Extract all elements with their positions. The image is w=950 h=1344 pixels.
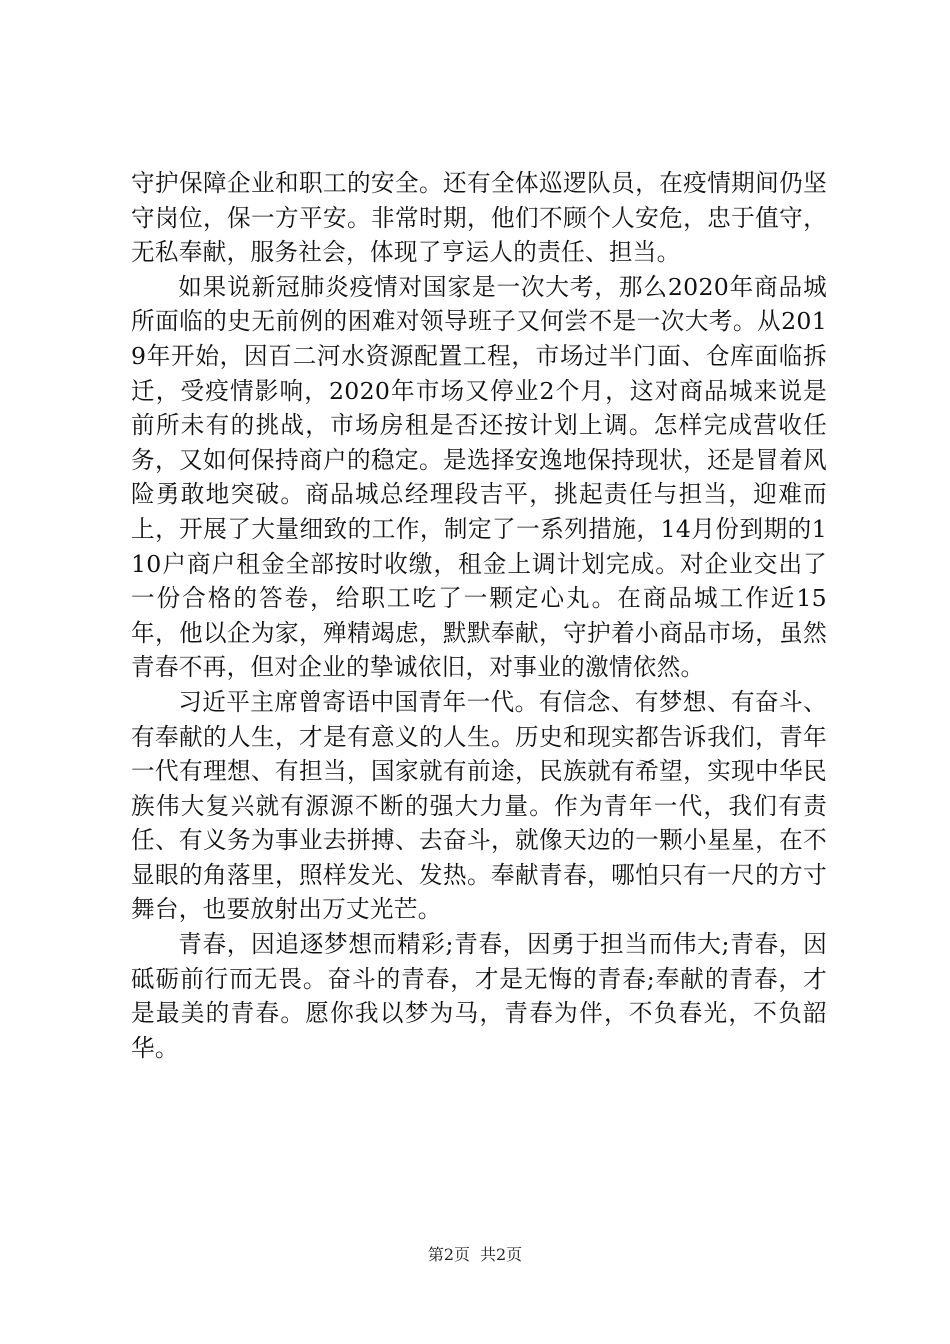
paragraph-closing: 青春，因追逐梦想而精彩;青春，因勇于担当而伟大;青春，因砥砺前行而无畏。奋斗的青春，才是无悔的青春;奉献的青春，才是最美的青春。愿你我以梦为马，青春为伴，不负春光，不负韶华。 — [131, 930, 827, 1062]
page-footer — [0, 1244, 950, 1266]
page-number-current: 第2页 — [427, 1245, 470, 1264]
paragraph-continuation: 守护保障企业和职工的安全。还有全体巡逻队员，在疫情期间仍坚守岗位，保一方平安。非常时期，他们不顾个人安危，忠于值守，无私奉献，服务社会，体现了亨运人的责任、担当。 — [131, 169, 827, 267]
page-number-total: 共2页 — [480, 1245, 523, 1264]
document-body — [131, 166, 827, 1065]
paragraph-market-challenge: 如果说新冠肺炎疫情对国家是一次大考，那么2020年商品城所面临的史无前例的困难对领导班子又何尝不是一次大考。从2019年开始，因百二河水资源配置工程，市场过半门面、仓库面临拆迁，受疫情影响，2020年市场又停业2个月，这对商品城来说是前所未有的挑战，市场房租是否还按计划上调。怎样完成营收任务，又如何保持商户的稳定。是选择安逸地保持现状，还是冒着风险勇敢地突破。商品城总经理段吉平，挑起责任与担当，迎难而上，开展了大量细致的工作，制定了一系列措施，14月份到期的110户商户租金全部按时收缴，租金上调计划完成。对企业交出了一份合格的答卷，给职工吃了一颗定心丸。在商品城工作近15年，他以企为家，殚精竭虑，默默奉献，守护着小商品市场，虽然青春不再，但对企业的挚诚依旧，对事业的激情依然。 — [131, 272, 827, 682]
paragraph-youth-message: 习近平主席曾寄语中国青年一代。有信念、有梦想、有奋斗、有奉献的人生，才是有意义的人生。历史和现实都告诉我们，青年一代有理想、有担当，国家就有前途，民族就有希望，实现中华民族伟大复兴就有源源不断的强大力量。作为青年一代，我们有责任、有义务为事业去拼搏、去奋斗，就像天边的一颗小星星，在不显眼的角落里，照样发光、发热。奉献青春，哪怕只有一尺的方寸舞台，也要放射出万丈光芒。 — [131, 687, 827, 924]
